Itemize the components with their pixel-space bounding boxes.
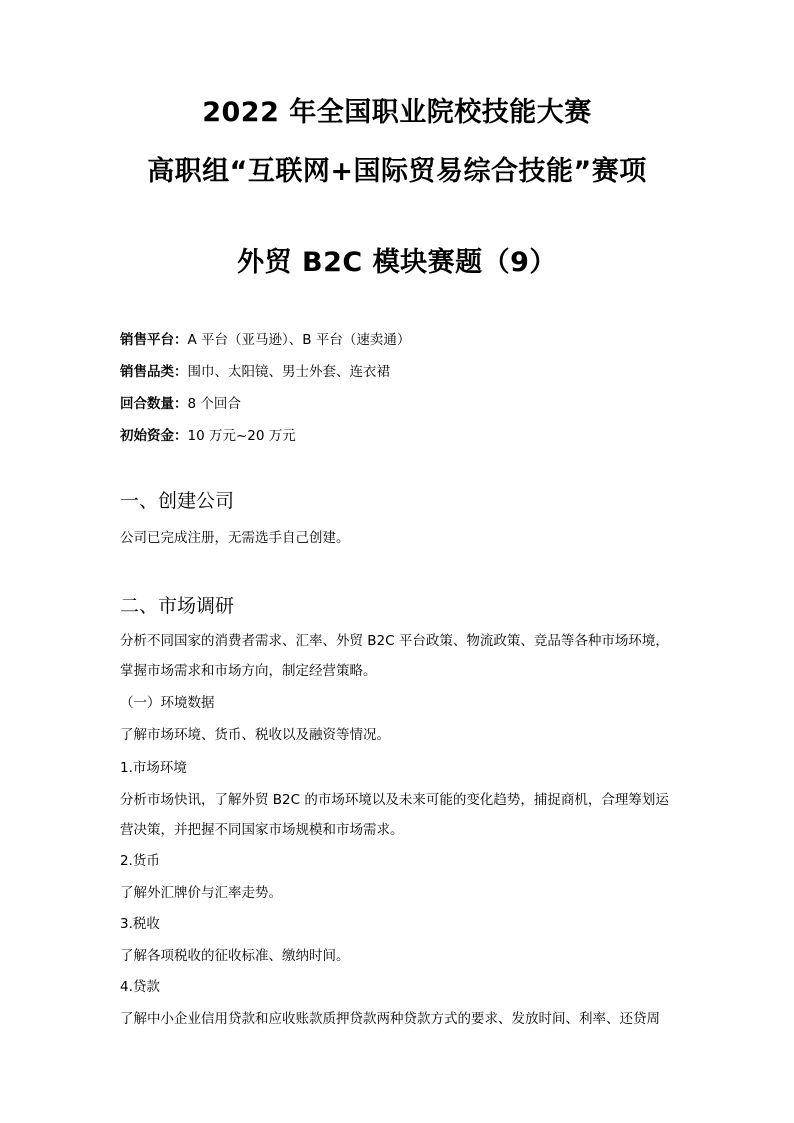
subheading-environment-data: （一）环境数据 <box>120 695 215 711</box>
meta-funds-key: 初始资金： <box>120 428 188 444</box>
item-text-tax: 了解各项税收的征收标准、缴纳时间。 <box>120 948 350 964</box>
title-line-3: 外贸 B2C 模块赛题（9） <box>237 247 557 278</box>
market-research-intro-line-2: 掌握市场需求和市场方向，制定经营策略。 <box>120 663 377 679</box>
meta-category-key: 销售品类： <box>120 364 188 380</box>
meta-platform <box>120 330 410 350</box>
item-text-market-environment-line-2: 营决策，并把握不同国家市场规模和市场需求。 <box>120 822 404 838</box>
meta-platform-value: A 平台（亚马逊）、B 平台（速卖通） <box>187 332 411 348</box>
market-research-intro-line-1: 分析不同国家的消费者需求、汇率、外贸 B2C 平台政策、物流政策、竞品等各种市场环境， <box>120 633 669 649</box>
environment-data-text: 了解市场环境、货币、税收以及融资等情况。 <box>120 727 390 743</box>
section-text-create-company: 公司已完成注册，无需选手自己创建。 <box>120 530 350 546</box>
meta-rounds-value: 8 个回合 <box>187 396 241 412</box>
meta-category <box>120 362 390 382</box>
meta-platform-key: 销售平台： <box>120 332 188 348</box>
section-heading-create-company: 一、创建公司 <box>120 490 235 512</box>
item-text-market-environment-line-1: 分析市场快讯，了解外贸 B2C 的市场环境以及未来可能的变化趋势，捕捉商机，合理筹划运 <box>120 792 669 808</box>
meta-category-value: 围巾、太阳镜、男士外套、连衣裙 <box>187 364 390 380</box>
item-label-loan: 4.贷款 <box>120 979 160 995</box>
item-label-tax: 3.税收 <box>120 916 160 932</box>
meta-funds-value: 10 万元~20 万元 <box>187 428 296 444</box>
meta-funds <box>120 426 296 446</box>
meta-rounds <box>120 394 241 414</box>
item-label-market-environment: 1.市场环境 <box>120 760 187 776</box>
item-label-currency: 2.货币 <box>120 853 160 869</box>
meta-rounds-key: 回合数量： <box>120 396 188 412</box>
title-line-1: 2022 年全国职业院校技能大赛 <box>202 97 592 128</box>
title-line-2: 高职组“互联网+国际贸易综合技能”赛项 <box>147 156 647 187</box>
item-text-currency: 了解外汇牌价与汇率走势。 <box>120 885 282 901</box>
item-text-loan: 了解中小企业信用贷款和应收账款质押贷款两种贷款方式的要求、发放时间、利率、还贷周 <box>120 1011 660 1027</box>
section-heading-market-research: 二、市场调研 <box>120 595 235 617</box>
